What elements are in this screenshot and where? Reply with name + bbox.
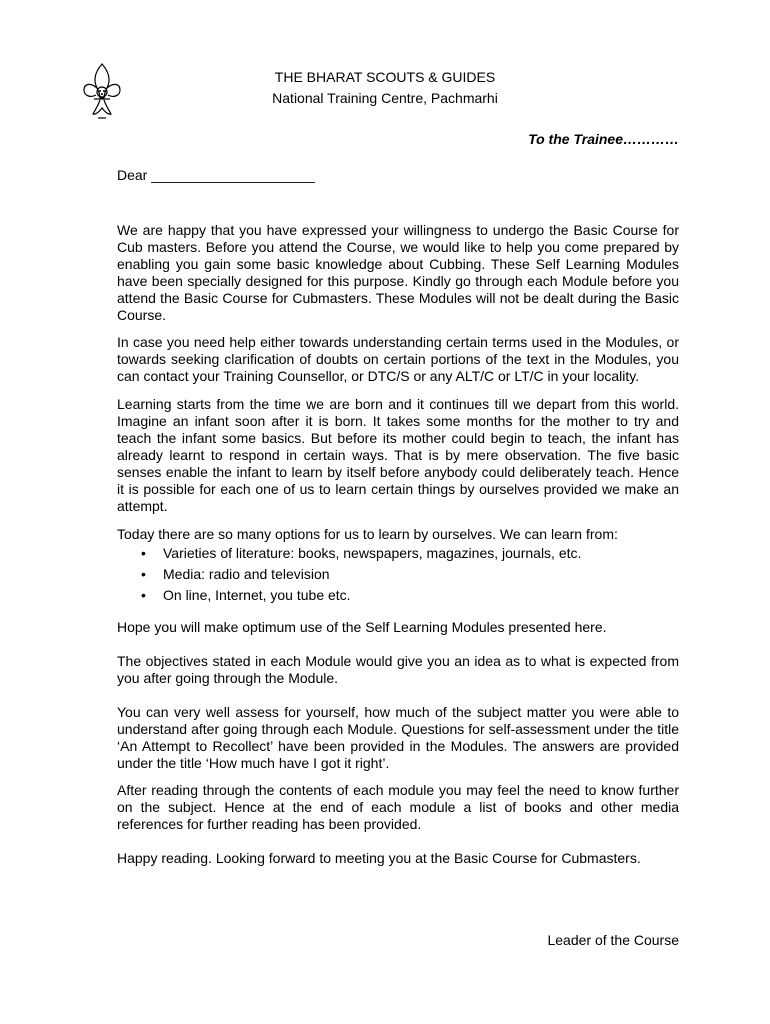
list-item: • Media: radio and television (163, 566, 679, 583)
signoff: Leader of the Course (547, 932, 679, 948)
paragraph-options-intro: Today there are so many options for us to learn by ourselves. We can learn from: (117, 525, 618, 542)
organization-name: THE BHARAT SCOUTS & GUIDES (274, 69, 496, 85)
options-list (117, 545, 679, 604)
list-item: • On line, Internet, you tube etc. (163, 587, 679, 604)
salutation: Dear _____________________ (117, 167, 315, 183)
paragraph-closing: Happy reading. Looking forward to meeting you at the Basic Course for Cubmasters. (117, 850, 641, 867)
training-centre-name: National Training Centre, Pachmarhi (272, 90, 498, 106)
paragraph-objectives: The objectives stated in each Module would give you an idea as to what is expected from you after going through the Module. (117, 653, 679, 686)
paragraph-self-assessment: You can very well assess for yourself, how much of the subject matter you were able to understand after going through each Module. Questions for self-assessment under the title ‘An Attempt to Recollect’ have been provided in the Modules. The answers are provided under the title ‘How much have I got it right’. (117, 703, 679, 771)
list-item: • Varieties of literature: books, newspapers, magazines, journals, etc. (163, 545, 679, 562)
letter-body (117, 222, 679, 878)
paragraph-learning: Learning starts from the time we are born and it continues till we depart from this world. Imagine an infant soon after it is born. It takes some months for the mother to try and teach the infant some basics. But before its mother could begin to teach, the infant has already learnt to respond in certain ways. That is by mere observation. The five basic senses enable the infant to learn by itself before anybody could deliberately teach. Hence it is possible for each one of us to learn certain things by ourselves provided we make an attempt. (117, 396, 679, 514)
paragraph-further-reading: After reading through the contents of each module you may feel the need to know further on the subject. Hence at the end of each module a list of books and other media references for further reading has been provided. (117, 782, 679, 833)
paragraph-hope: Hope you will make optimum use of the Self Learning Modules presented here. (117, 619, 607, 636)
paragraph-intro: We are happy that you have expressed your willingness to undergo the Basic Course for Cub masters. Before you attend the Course, we would like to help you come prepared by enabling you gain some basic knowledge about Cubbing. These Self Learning Modules have been specially designed for this purpose. Kindly go through each Module before you attend the Basic Course for Cubmasters. These Modules will not be dealt during the Basic Course. (117, 222, 679, 323)
paragraph-help: In case you need help either towards understanding certain terms used in the Modules, or towards seeking clarification of doubts on certain portions of the text in the Modules, you can contact your Training Counsellor, or DTC/S or any ALT/C or LT/C in your locality. (117, 334, 679, 385)
addressee-line: To the Trainee………… (528, 131, 679, 147)
